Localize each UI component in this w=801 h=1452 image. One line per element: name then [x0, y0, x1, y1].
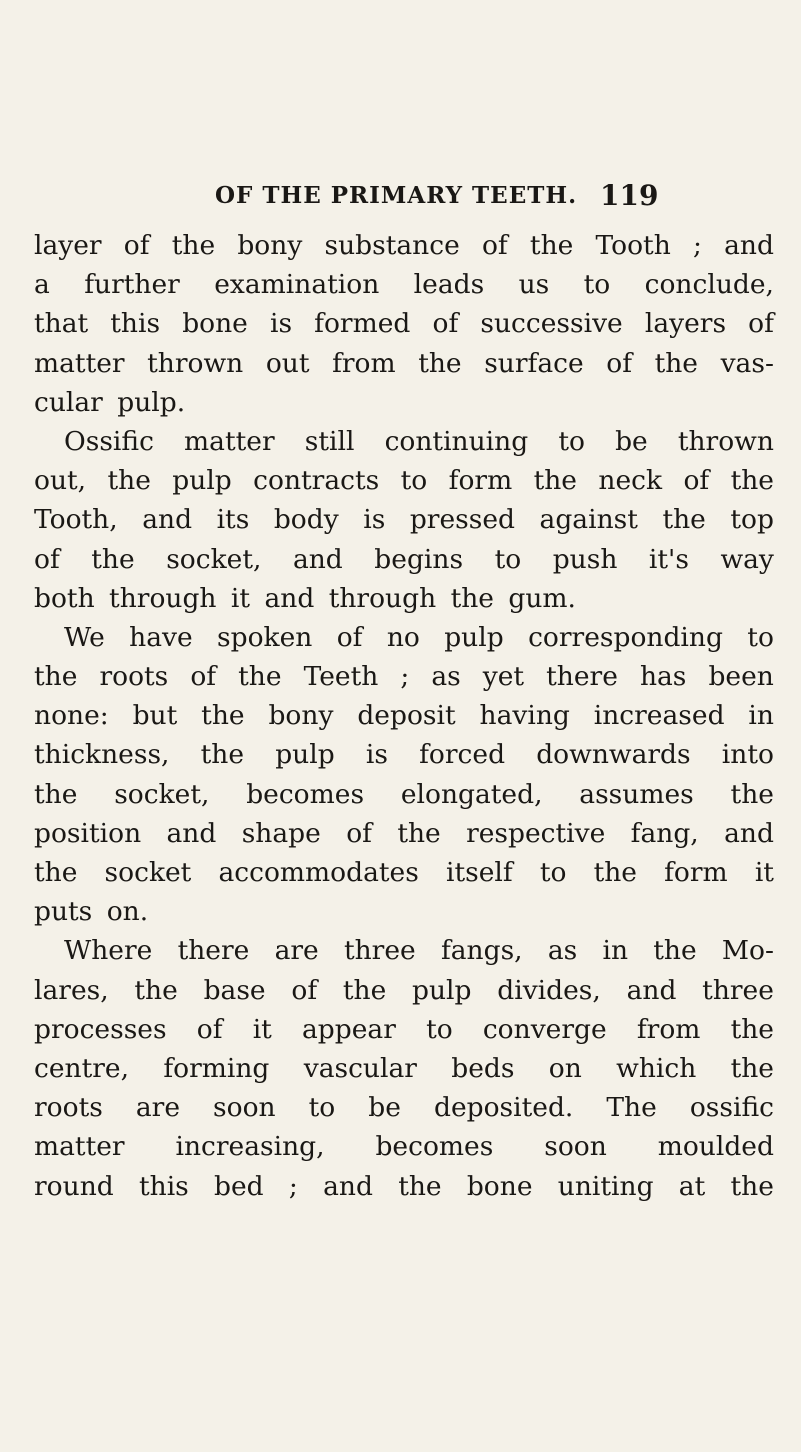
text-line: round this bed ; and the bone uniting at the	[34, 1170, 774, 1202]
text-line: Where there are three fangs, as in the Mo-	[64, 935, 774, 967]
text-line: matter increasing, becomes soon moulded	[34, 1131, 774, 1163]
text-line: the socket, becomes elongated, assumes the	[34, 778, 774, 810]
text-line: layer of the bony substance of the Tooth ; and	[34, 230, 774, 261]
text-line: Tooth, and its body is pressed against the top	[34, 504, 774, 536]
text-line: that this bone is formed of successive layers of	[34, 308, 774, 340]
text-line: cular pulp.	[34, 386, 186, 418]
text-line: out, the pulp contracts to form the neck of the	[34, 465, 774, 497]
text-line: none: but the bony deposit having increased in	[34, 700, 774, 732]
body-text	[34, 226, 774, 1206]
page-number: 119	[600, 179, 659, 212]
text-line: matter thrown out from the surface of the vas-	[34, 347, 774, 379]
text-line: centre, forming vascular beds on which the	[34, 1052, 774, 1084]
text-line: thickness, the pulp is forced downwards into	[34, 739, 774, 771]
text-line: of the socket, and begins to push it's way	[34, 543, 774, 575]
text-line: We have spoken of no pulp corresponding to	[64, 621, 774, 653]
text-line: lares, the base of the pulp divides, and three	[34, 974, 774, 1006]
text-line: puts on.	[34, 896, 149, 928]
text-line: processes of it appear to converge from the	[34, 1013, 774, 1045]
text-line: the roots of the Teeth ; as yet there has been	[34, 661, 774, 693]
text-line: Ossific matter still continuing to be thrown	[64, 425, 774, 457]
text-line: a further examination leads us to conclude,	[34, 269, 774, 301]
running-title: OF THE PRIMARY TEETH.	[215, 182, 578, 209]
text-line: both through it and through the gum.	[34, 582, 576, 614]
text-line: the socket accommodates itself to the form it	[34, 857, 774, 888]
text-line: roots are soon to be deposited. The ossific	[34, 1092, 774, 1124]
page-header	[0, 176, 801, 216]
text-line: position and shape of the respective fang, and	[34, 817, 774, 849]
